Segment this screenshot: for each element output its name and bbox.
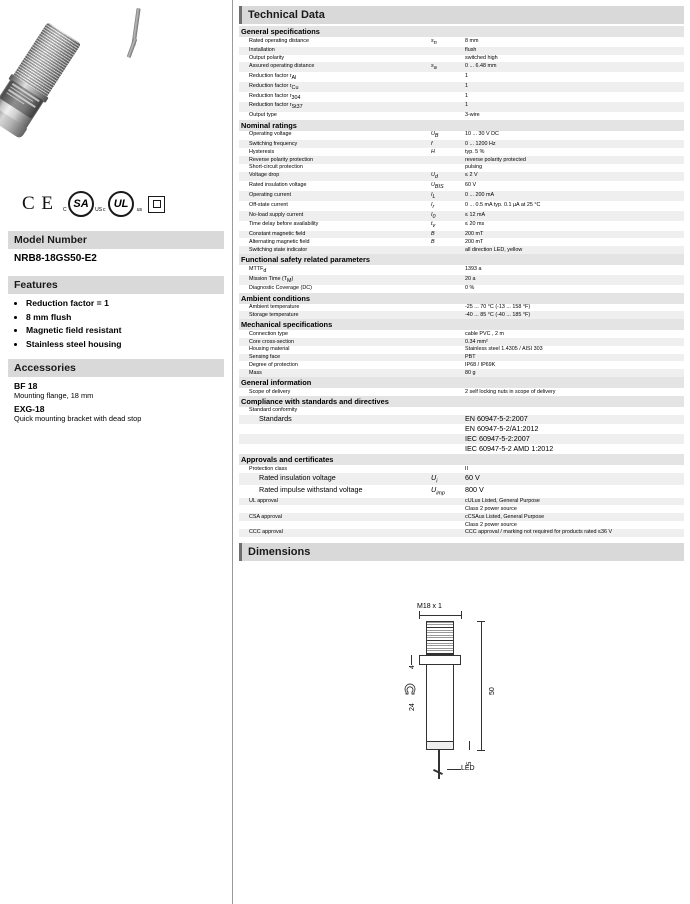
csa-c-label: C: [63, 207, 67, 213]
table-row: [239, 238, 684, 246]
spec-value: Stainless steel 1.4305 / AISI 303: [465, 346, 543, 353]
spec-value: PBT: [465, 354, 476, 361]
table-row: [239, 201, 684, 211]
nut-width-label: 4: [409, 664, 416, 669]
spec-key: Time delay before availability: [249, 221, 319, 228]
table-row: [239, 407, 684, 415]
spec-symbol: tv: [431, 221, 436, 230]
spec-key: Mass: [249, 369, 262, 376]
table-row: [239, 434, 684, 444]
spec-value: 60 V: [465, 182, 477, 188]
spec-value: cCSAus Listed, General Purpose: [465, 513, 545, 520]
ul-us-label: us: [136, 207, 143, 213]
spec-value: 0.34 mm²: [465, 338, 488, 345]
table-row: [239, 191, 684, 201]
table-row: [239, 424, 684, 434]
spec-key: MTTFd: [249, 265, 267, 274]
left-column: [0, 0, 232, 904]
spec-symbol: f: [431, 141, 433, 148]
spec-symbol: [429, 47, 463, 55]
table-row: [239, 285, 684, 293]
spec-value: Class 2 power source: [465, 506, 517, 513]
table-row: [239, 521, 684, 529]
table-row: [239, 37, 684, 47]
photo-cable-bend: [127, 38, 138, 58]
spec-key: Protection class: [249, 466, 288, 473]
table-row: [239, 246, 684, 254]
spec-key: Ambient temperature: [249, 304, 300, 311]
table-row: [239, 444, 684, 454]
spec-key: UL approval: [249, 498, 278, 505]
product-photo: [12, 8, 212, 183]
spec-symbol: [429, 102, 463, 112]
spec-group-header: Ambient conditions: [239, 293, 684, 304]
spec-symbol: Ud: [431, 172, 438, 181]
spec-key: Standard conformity: [249, 407, 298, 414]
spec-symbol: [429, 92, 463, 102]
table-row: [239, 330, 684, 338]
spec-value: 3-wire: [465, 112, 480, 119]
spec-value: 1: [465, 72, 468, 79]
spec-key: Reverse polarity protection: [249, 156, 314, 163]
spec-symbol: [429, 112, 463, 120]
table-row: [239, 131, 684, 141]
table-row: [239, 388, 684, 396]
spec-key: [239, 424, 429, 434]
spec-symbol: [429, 361, 463, 369]
spec-key: [239, 444, 429, 454]
list-item: [8, 381, 224, 400]
spec-value: II: [465, 466, 468, 473]
spec-key: Assured operating distance: [249, 63, 315, 70]
features-list: [8, 298, 224, 349]
table-row: [239, 369, 684, 377]
ce-mark-icon: C E: [22, 193, 55, 214]
table-row: [239, 354, 684, 362]
spec-symbol: [429, 424, 463, 434]
table-row: [239, 529, 684, 537]
spec-key: Connection type: [249, 330, 288, 337]
spec-key: Degree of protection: [249, 361, 298, 368]
spec-value: cULus Listed, General Purpose: [465, 498, 540, 505]
spec-symbol: H: [431, 148, 435, 155]
spec-key: [239, 434, 429, 444]
table-row: [239, 92, 684, 102]
accessory-desc: Mounting flange, 18 mm: [14, 390, 94, 400]
technical-data-heading: Technical Data: [239, 6, 684, 24]
spec-key: Storage temperature: [249, 311, 299, 318]
spec-value: 0 ... 1200 Hz: [465, 141, 496, 148]
spec-key: Reduction factor rAl: [249, 72, 297, 81]
spec-symbol: $U_i$: [431, 472, 438, 485]
table-row: [239, 311, 684, 319]
spec-value: flush: [465, 47, 477, 54]
spec-symbol: [429, 444, 463, 454]
table-row: [239, 275, 684, 285]
spec-symbol: B: [431, 231, 435, 238]
ul-label: UL: [113, 198, 129, 210]
spec-symbol: [429, 498, 463, 506]
accessory-desc: Quick mounting bracket with dead stop: [14, 413, 142, 423]
spec-symbol: I0: [431, 211, 436, 220]
dimensions-heading: Dimensions: [239, 543, 684, 561]
tip-length-label: 5: [467, 761, 473, 765]
table-row: [239, 172, 684, 182]
spec-group-header: Approvals and certificates: [239, 454, 684, 465]
ul-c-label: c: [103, 207, 106, 213]
spec-key: Sensing face: [249, 354, 281, 361]
spec-value: 80 g: [465, 369, 476, 376]
table-row: [239, 140, 684, 148]
spec-symbol: [429, 415, 463, 425]
spec-group-header: Functional safety related parameters: [239, 254, 684, 265]
total-length-label: 50: [489, 686, 496, 695]
spec-symbol: [429, 164, 463, 172]
table-row: [239, 346, 684, 354]
spec-value: 20 a: [465, 275, 476, 282]
spec-value: 0 ... 6.48 mm: [465, 63, 497, 70]
spec-key: Mission Time (TM): [249, 275, 294, 284]
spec-value: 60 V: [465, 472, 480, 482]
spec-group-header: Compliance with standards and directives: [239, 396, 684, 407]
spec-key: Rated impulse withstand voltage: [259, 485, 363, 495]
spec-symbol: $U_{imp}$: [431, 485, 445, 497]
spec-key: Core cross-section: [249, 338, 294, 345]
spec-key: Reduction factor rSt37: [249, 102, 303, 111]
spec-symbol: [429, 434, 463, 444]
spec-key: Off-state current: [249, 201, 288, 208]
spec-value: 1393 a: [465, 265, 482, 272]
spec-key: Switching state indicator: [249, 246, 308, 253]
spec-value: IP68 / IP69K: [465, 361, 496, 368]
spec-value: ≤ 12 mA: [465, 211, 486, 218]
spec-key: Alternating magnetic field: [249, 239, 310, 246]
spec-value: 0 ... 0.5 mA typ. 0.1 µA at 25 °C: [465, 201, 541, 208]
spec-symbol: [429, 505, 463, 513]
list-item: [8, 404, 224, 423]
spec-symbol: [429, 72, 463, 82]
table-row: [239, 211, 684, 221]
right-column: [232, 0, 690, 904]
spec-symbol: [429, 407, 463, 415]
approval-marks: [22, 187, 224, 221]
features-heading: Features: [8, 276, 224, 294]
spec-symbol: UB: [431, 131, 439, 140]
spec-symbol: [429, 513, 463, 521]
spec-symbol: sn: [431, 37, 437, 46]
table-row: [239, 181, 684, 191]
spec-value: ≤ 2 V: [465, 172, 478, 179]
spec-key: No-load supply current: [249, 211, 304, 218]
photo-sensor-barrel: [0, 22, 127, 171]
table-row: [239, 112, 684, 120]
spec-symbol: [429, 304, 463, 312]
spec-key: Rated operating distance: [249, 37, 309, 44]
table-row: [239, 498, 684, 506]
spec-value: 800 V: [465, 485, 484, 495]
spec-value: CCC approval / marking not required for products rated ≤36 V: [465, 529, 613, 536]
spec-symbol: [429, 369, 463, 377]
list-item: • 8 mm flush: [26, 312, 224, 322]
spec-symbol: [429, 311, 463, 319]
spec-value: pulsing: [465, 164, 483, 171]
spec-value: typ. 5 %: [465, 148, 485, 155]
spec-value: 1: [465, 92, 468, 99]
spec-symbol: [429, 529, 463, 537]
spec-key: Output polarity: [249, 55, 285, 62]
spec-key: Rated insulation voltage: [259, 472, 336, 482]
csa-us-label: US: [95, 207, 103, 213]
thread-label: M18 x 1: [417, 602, 442, 610]
table-row: [239, 82, 684, 92]
spec-key: Standards: [259, 414, 292, 424]
spec-key: Voltage drop: [249, 172, 280, 179]
spec-value: IEC 60947-5-2 AMD 1:2012: [465, 444, 554, 454]
spec-value: EN 60947-5-2:2007: [465, 414, 528, 424]
spec-group-header: Mechanical specifications: [239, 319, 684, 330]
csa-mark-icon: [63, 191, 103, 217]
spec-value: all direction LED, yellow: [465, 246, 523, 253]
spec-symbol: [429, 265, 463, 275]
table-row: [239, 156, 684, 164]
spec-key: Hysteresis: [249, 148, 275, 155]
spec-symbol: Ir: [431, 201, 435, 210]
spec-symbol: [429, 354, 463, 362]
table-row: [239, 148, 684, 156]
spec-value: 200 mT: [465, 231, 484, 238]
table-row: [239, 415, 684, 425]
spec-key: Reduction factor rCu: [249, 82, 299, 91]
table-row: [239, 102, 684, 112]
spec-symbol: [429, 330, 463, 338]
spec-value: -40 ... 85 °C (-40 ... 185 °F): [465, 311, 531, 318]
dimensions-drawing: [239, 565, 684, 795]
spec-group-header: General specifications: [239, 26, 684, 37]
csa-label: SA: [73, 198, 89, 210]
spec-symbol: [429, 338, 463, 346]
table-row: [239, 55, 684, 63]
spec-value: 0 ... 200 mA: [465, 191, 495, 198]
list-item: • Magnetic field resistant: [26, 325, 224, 335]
class2-square-icon: [148, 196, 165, 213]
table-row: [239, 473, 684, 485]
spec-value: 0 %: [465, 285, 475, 292]
spec-symbol: sa: [431, 63, 437, 72]
table-row: [239, 164, 684, 172]
spec-value: switched high: [465, 55, 498, 62]
spec-key: [239, 505, 429, 513]
spec-value: 10 ... 30 V DC: [465, 131, 499, 138]
spec-key: Operating current: [249, 191, 291, 198]
spec-symbol: [429, 156, 463, 164]
table-row: [239, 361, 684, 369]
accessory-name: EXG-18: [14, 403, 45, 414]
spec-value: cable PVC , 2 m: [465, 330, 504, 337]
spec-group-header: General information: [239, 377, 684, 388]
spec-symbol: UBIS: [431, 182, 444, 191]
accessories-heading: Accessories: [8, 359, 224, 377]
spec-symbol: B: [431, 239, 435, 246]
spec-value: ≤ 20 ms: [465, 221, 485, 228]
spec-key: Operating voltage: [249, 131, 292, 138]
spec-symbol: [429, 346, 463, 354]
spec-key: Rated insulation voltage: [249, 182, 307, 188]
spec-symbol: [429, 388, 463, 396]
list-item: • Stainless steel housing: [26, 339, 224, 349]
spec-group-header: Nominal ratings: [239, 120, 684, 131]
ul-mark-icon: [103, 191, 143, 217]
spec-key: [239, 521, 429, 529]
spec-key: Output type: [249, 112, 277, 119]
table-row: [239, 304, 684, 312]
spec-value: Class 2 power source: [465, 521, 517, 528]
spec-symbol: [429, 275, 463, 285]
spec-value: 1: [465, 82, 468, 89]
table-row: [239, 231, 684, 239]
spec-key: Reduction factor r304: [249, 92, 301, 101]
spec-key: Scope of delivery: [249, 388, 291, 395]
accessory-name: BF 18: [14, 380, 38, 391]
spec-value: 200 mT: [465, 239, 484, 246]
spec-key: Diagnostic Coverage (DC): [249, 285, 312, 292]
spec-key: CCC approval: [249, 529, 283, 536]
table-row: [239, 62, 684, 72]
table-row: [239, 72, 684, 82]
spec-value: 8 mm: [465, 37, 479, 44]
spec-symbol: IL: [431, 191, 436, 200]
table-row: [239, 221, 684, 231]
wrench-icon: [403, 681, 417, 695]
table-row: [239, 338, 684, 346]
table-row: [239, 47, 684, 55]
table-row: [239, 485, 684, 497]
spec-value: IEC 60947-5-2:2007: [465, 434, 530, 444]
table-row: [239, 513, 684, 521]
spec-value: EN 60947-5-2/A1:2012: [465, 424, 539, 434]
spec-key: CSA approval: [249, 513, 282, 520]
spec-key: Constant magnetic field: [249, 231, 306, 238]
spec-symbol: [429, 285, 463, 293]
spec-key: Switching frequency: [249, 141, 298, 148]
technical-data-table: [239, 26, 684, 537]
spec-symbol: [429, 55, 463, 63]
spec-value: 2 self locking nuts in scope of delivery: [465, 388, 556, 395]
spec-symbol: [429, 82, 463, 92]
list-item: • Reduction factor = 1: [26, 298, 224, 308]
spec-value: reverse polarity protected: [465, 156, 526, 163]
model-number-value: NRB8-18GS50-E2: [14, 253, 97, 264]
wrench-size-label: 24: [409, 702, 416, 711]
led-label: LED: [461, 764, 475, 772]
spec-symbol: [429, 246, 463, 254]
model-number-heading: Model Number: [8, 231, 224, 249]
spec-value: -25 ... 70 °C (-13 ... 158 °F): [465, 304, 531, 311]
spec-key: Installation: [249, 47, 275, 54]
spec-key: Short-circuit protection: [249, 164, 303, 171]
spec-symbol: [429, 521, 463, 529]
table-row: [239, 505, 684, 513]
spec-key: Housing material: [249, 346, 290, 353]
spec-value: 1: [465, 102, 468, 109]
table-row: [239, 265, 684, 275]
